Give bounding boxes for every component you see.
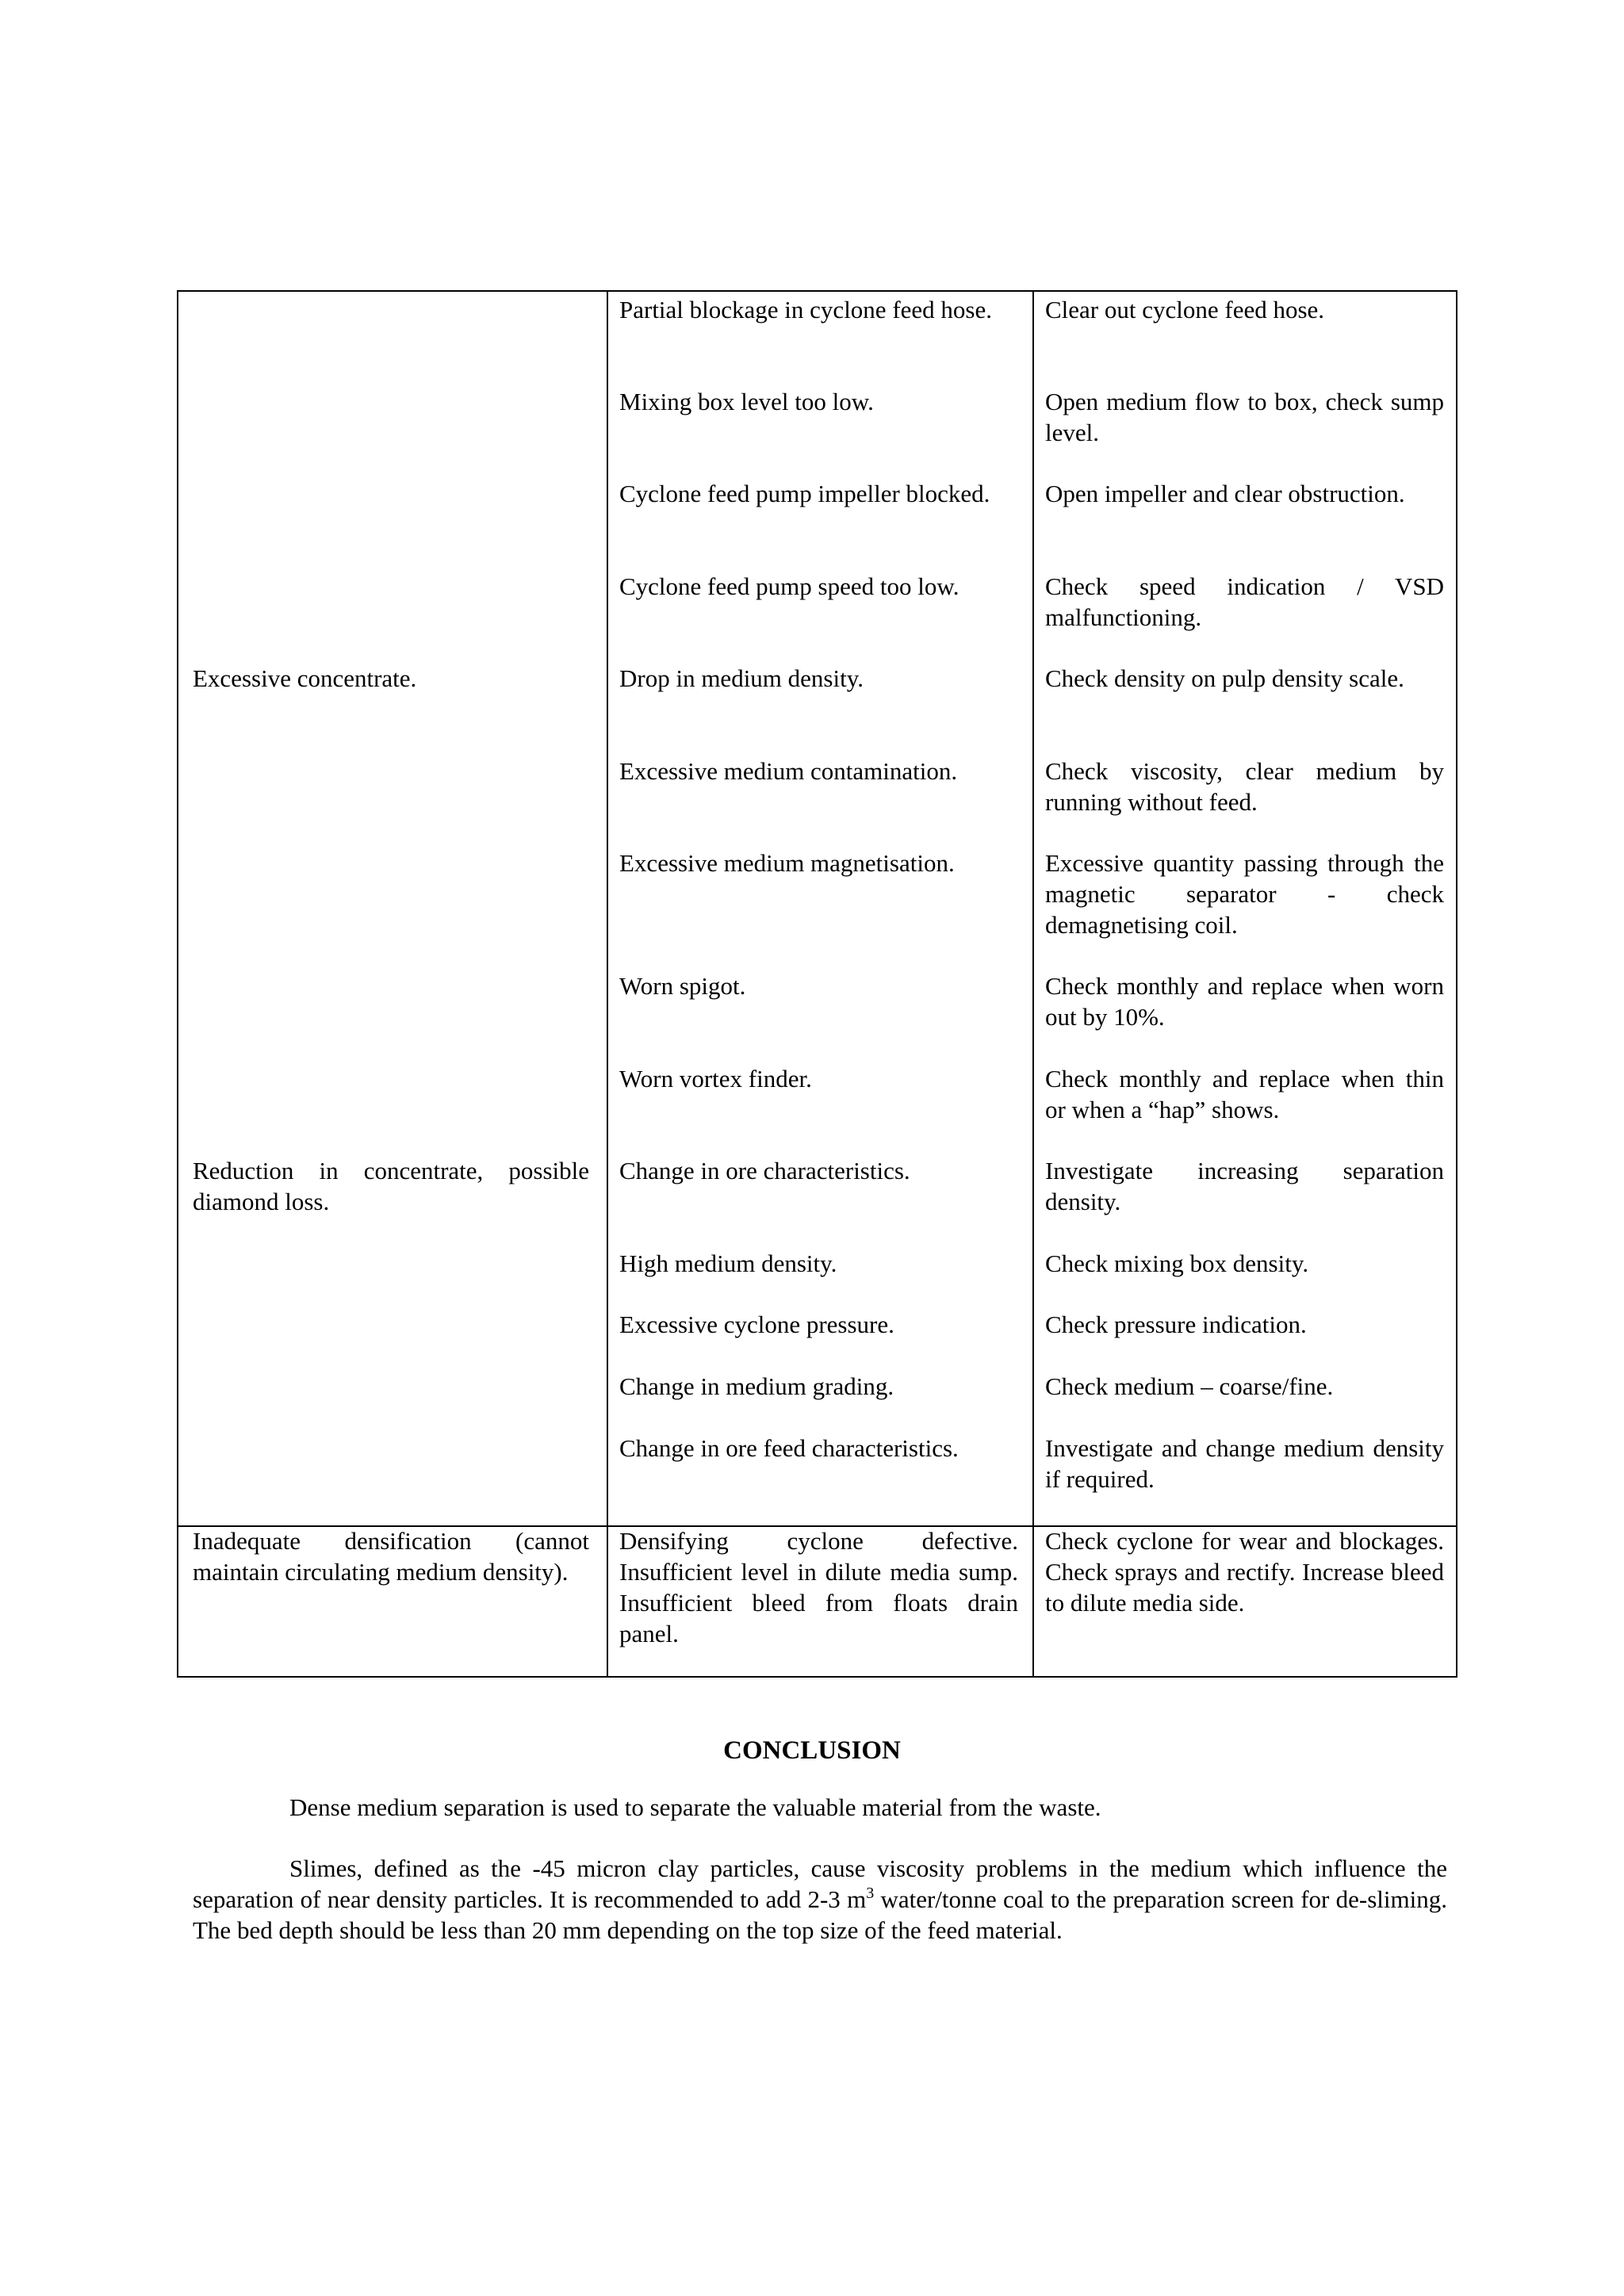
remedy-cell: Check speed indication / VSD malfunctioning. xyxy=(1045,572,1444,631)
remedy-cell: Excessive quantity passing through the magnetic separator - check demagnetising coil. xyxy=(1045,849,1444,939)
cause-cell: Change in ore feed characteristics. xyxy=(619,1434,959,1462)
cause-cell: Worn vortex finder. xyxy=(619,1065,812,1093)
cause-cell: Cyclone feed pump speed too low. xyxy=(619,572,959,600)
conclusion-paragraph-1: Dense medium separation is used to separate the valuable material from the waste. xyxy=(289,1793,1101,1821)
cause-cell: Excessive medium magnetisation. xyxy=(619,849,955,877)
paragraph-text: water/tonne coal to the preparation screen for de-sliming. The bed depth should be less than 20 mm depending on the top size of the feed material. xyxy=(193,1885,1447,1944)
remedy-cell: Check density on pulp density scale. xyxy=(1045,664,1404,692)
cause-cell: Partial blockage in cyclone feed hose. xyxy=(619,296,992,323)
cause-cell: Cyclone feed pump impeller blocked. xyxy=(619,480,990,507)
remedy-cell: Check pressure indication. xyxy=(1045,1311,1307,1338)
problem-cell: Reduction in concentrate, possible diamond loss. xyxy=(193,1157,589,1215)
conclusion-heading: CONCLUSION xyxy=(723,1736,901,1765)
cause-cell: High medium density. xyxy=(619,1249,837,1277)
cause-cell: Excessive cyclone pressure. xyxy=(619,1311,894,1338)
column-divider xyxy=(607,292,608,1676)
remedy-cell: Open medium flow to box, check sump level. xyxy=(1045,388,1444,446)
superscript: 3 xyxy=(866,1885,875,1902)
paragraph-text: Slimes, defined as the -45 micron clay particles, cause viscosity problems in the medium which influence the separation of near density particles. It is recommended to add 2-3 m xyxy=(193,1854,1447,1913)
remedy-cell: Check monthly and replace when thin or when a “hap” shows. xyxy=(1045,1065,1444,1123)
cause-cell: Change in ore characteristics. xyxy=(619,1157,910,1184)
remedy-cell: Open impeller and clear obstruction. xyxy=(1045,480,1405,507)
problem-cell: Inadequate densification (cannot maintain circulating medium density). xyxy=(193,1527,589,1586)
column-divider xyxy=(1032,292,1034,1676)
remedy-cell: Investigate and change medium density if required. xyxy=(1045,1434,1444,1493)
cause-cell: Mixing box level too low. xyxy=(619,388,874,415)
remedy-cell: Check monthly and replace when worn out by 10%. xyxy=(1045,972,1444,1031)
cause-cell: Worn spigot. xyxy=(619,972,746,1000)
remedy-cell: Check cyclone for wear and blockages. Check sprays and rectify. Increase bleed to dilute media side. xyxy=(1045,1527,1444,1617)
remedy-cell: Check viscosity, clear medium by running without feed. xyxy=(1045,757,1444,816)
remedy-cell: Clear out cyclone feed hose. xyxy=(1045,296,1325,323)
problem-cell: Excessive concentrate. xyxy=(193,664,417,692)
cause-cell: Drop in medium density. xyxy=(619,664,864,692)
cause-cell: Densifying cyclone defective. Insufficient level in dilute media sump. Insufficient bleed from floats drain panel. xyxy=(619,1527,1018,1647)
conclusion-paragraph-2 xyxy=(193,1853,1447,1946)
cause-cell: Change in medium grading. xyxy=(619,1372,894,1400)
remedy-cell: Check mixing box density. xyxy=(1045,1249,1309,1277)
remedy-cell: Investigate increasing separation density. xyxy=(1045,1157,1444,1215)
troubleshooting-table xyxy=(177,290,1457,1678)
remedy-cell: Check medium – coarse/fine. xyxy=(1045,1372,1334,1400)
cause-cell: Excessive medium contamination. xyxy=(619,757,958,785)
